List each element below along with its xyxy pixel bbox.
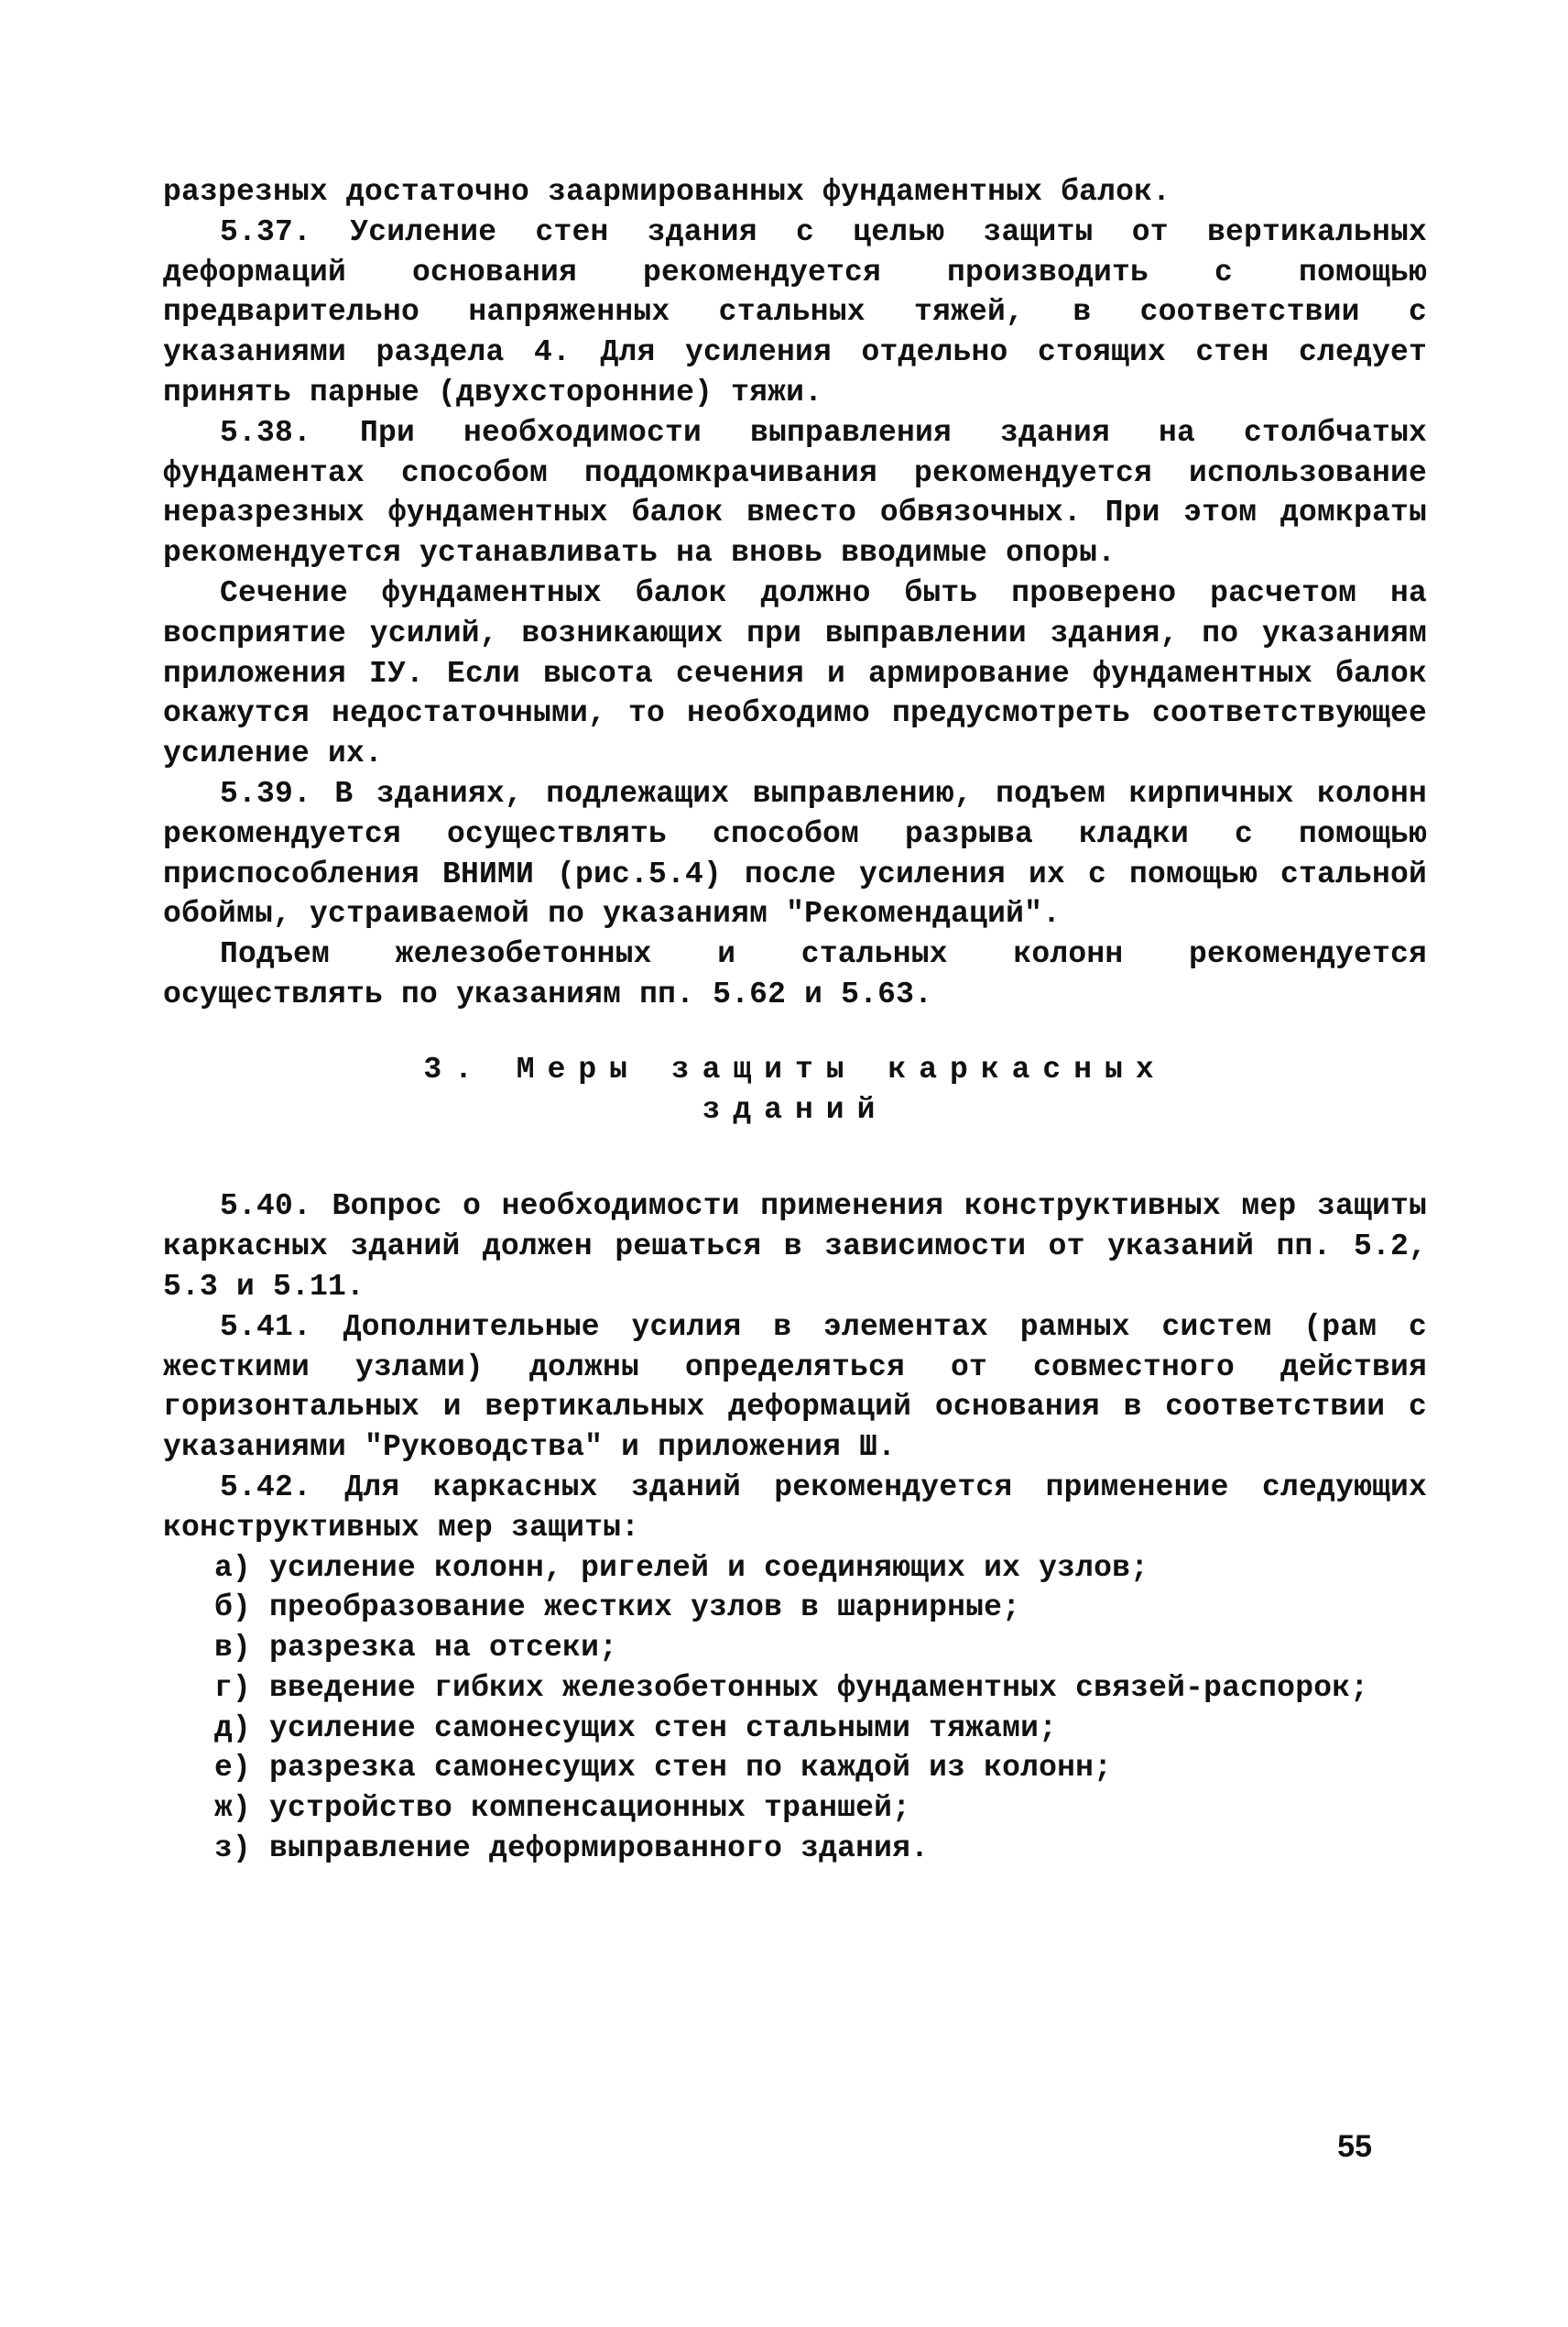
list-item-b: б) преобразование жестких узлов в шарнирные;: [214, 1590, 1021, 1625]
protection-measures-list: [163, 1548, 1427, 1869]
list-item-e: е) разрезка самонесущих стен по каждой из колонн;: [214, 1751, 1113, 1786]
list-item-z: з) выправление деформированного здания.: [214, 1831, 930, 1866]
paragraph-continuation: разрезных достаточно заармированных фундаментных балок.: [163, 175, 1171, 209]
paragraph-section-check: Сечение фундаментных балок должно быть проверено расчетом на восприятие усилий, возникающих при выправлении здания, по указаниям приложения IУ. Если высота сечения и армирование фундаментных балок окажутся недостаточными, то необходимо предусмотреть соответствующее усиление их.: [163, 575, 1427, 771]
list-item-g: г) введение гибких железобетонных фундаментных связей-распорок;: [214, 1670, 1369, 1705]
paragraph-column-lifting: Подъем железобетонных и стальных колонн рекомендуется осуществлять по указаниям пп. 5.62 и 5.63.: [163, 937, 1427, 1011]
paragraph-5-42: 5.42. Для каркасных зданий рекомендуется применение следующих конструктивных мер защиты:: [163, 1469, 1427, 1545]
page-number: 55: [1337, 2129, 1372, 2164]
paragraph-5-37: 5.37. Усиление стен здания с целью защиты от вертикальных деформаций основания рекомендуется производить с помощью предварительно напряженных стальных тяжей, в соответствии с указаниями раздела 4. Для усиления отдельно стоящих стен следует принять парные (двухсторонние) тяжи.: [163, 214, 1427, 410]
section-heading: [163, 1050, 1427, 1131]
list-item-a: а) усиление колонн, ригелей и соединяющих их узлов;: [214, 1550, 1149, 1585]
section-heading-line-2: зданий: [702, 1092, 888, 1127]
body-text: [163, 172, 1427, 1869]
paragraph-5-38: 5.38. При необходимости выправления здания на столбчатых фундаментах способом поддомкрачивания рекомендуется использование неразрезных фундаментных балок вместо обвязочных. При этом домкраты рекомендуется устанавливать на вновь вводимые опоры.: [163, 415, 1427, 571]
list-item-v: в) разрезка на отсеки;: [214, 1631, 618, 1666]
section-heading-line-1: 3. Меры защиты каркасных: [423, 1052, 1167, 1087]
paragraph-5-40: 5.40. Вопрос о необходимости применения конструктивных мер защиты каркасных зданий должен решаться в зависимости от указаний пп. 5.2, 5.3 и 5.11.: [163, 1189, 1427, 1304]
paragraph-5-41: 5.41. Дополнительные усилия в элементах рамных систем (рам с жесткими узлами) должны определяться от совместного действия горизонтальных и вертикальных деформаций основания в соответствии с указаниями "Руководства" и приложения Ш.: [163, 1309, 1427, 1465]
paragraph-5-39: 5.39. В зданиях, подлежащих выправлению, подъем кирпичных колонн рекомендуется осуществлять способом разрыва кладки с помощью приспособления ВНИМИ (рис.5.4) после усиления их с помощью стальной обоймы, устраиваемой по указаниям "Рекомендаций".: [163, 776, 1427, 932]
list-item-d: д) усиление самонесущих стен стальными тяжами;: [214, 1710, 1058, 1745]
list-item-zh: ж) устройство компенсационных траншей;: [214, 1791, 911, 1826]
